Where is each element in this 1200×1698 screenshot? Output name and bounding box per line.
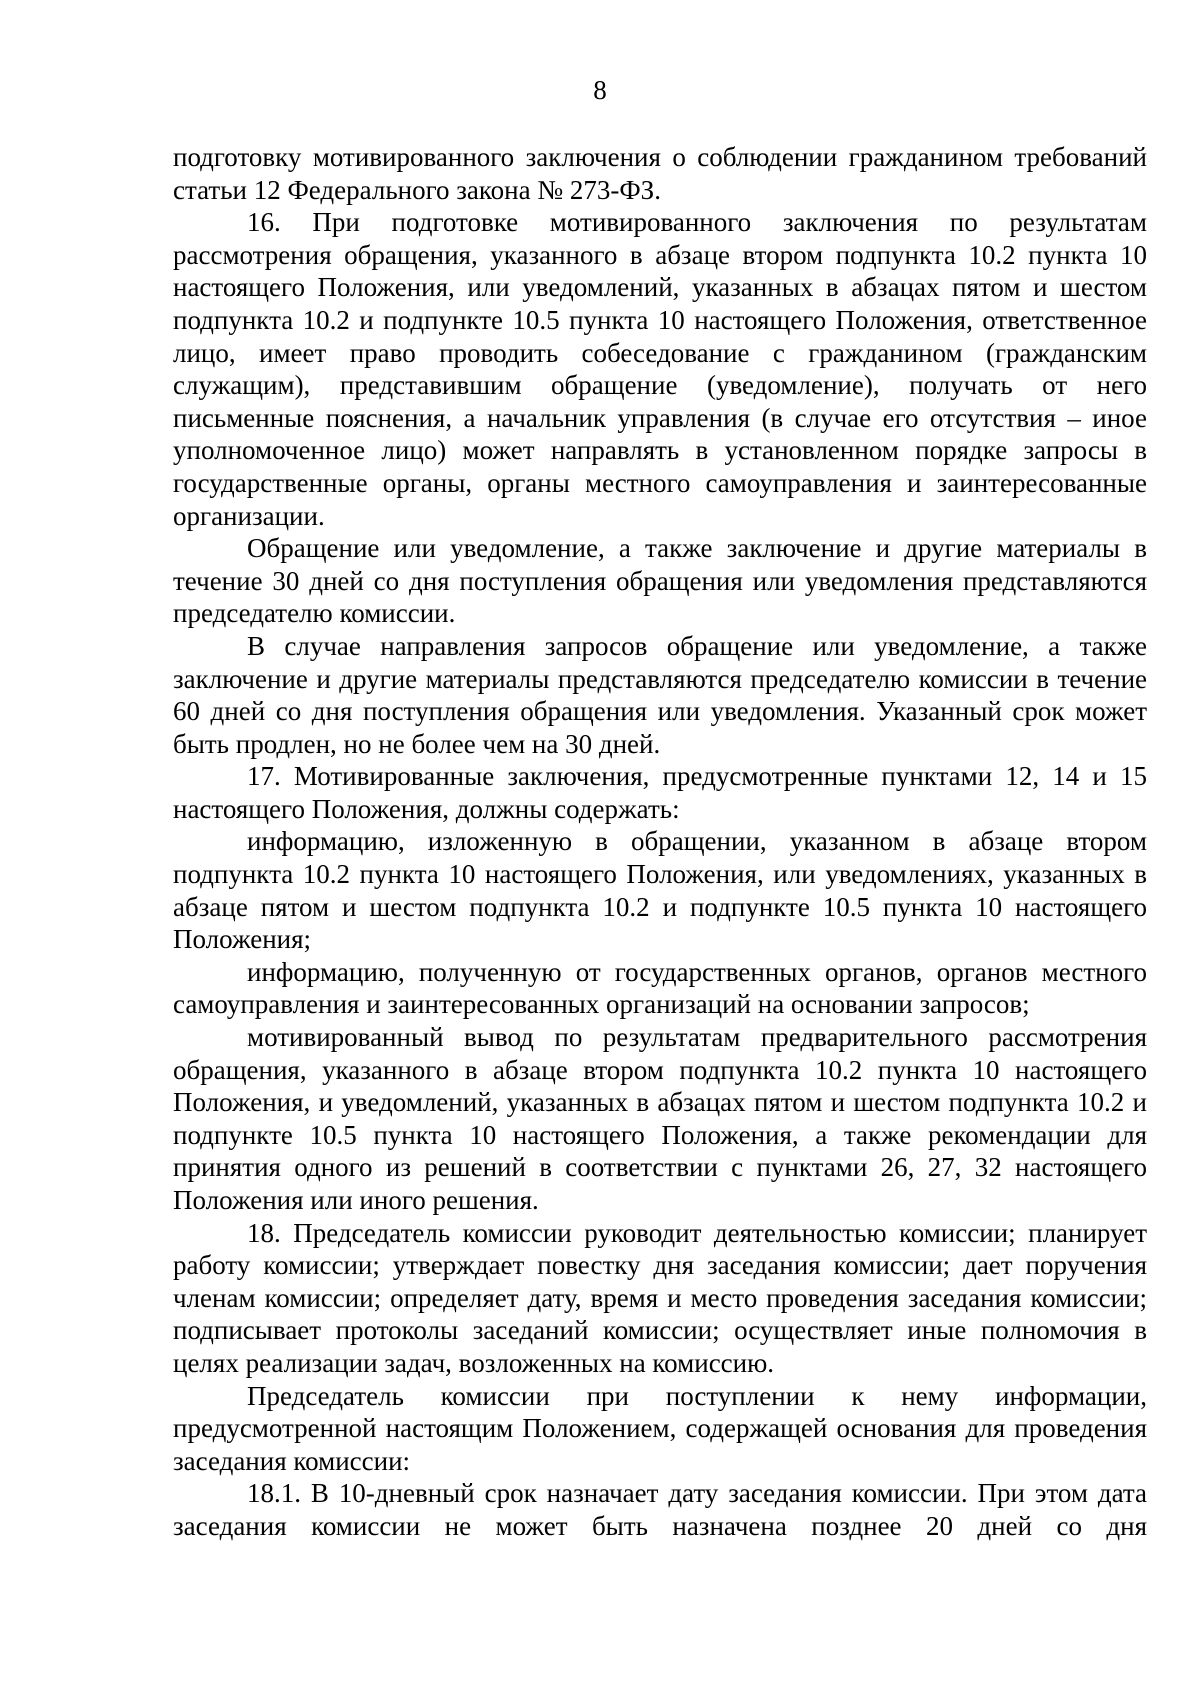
paragraph-16-appeal-terms: Обращение или уведомление, а также заключение и другие материалы в течение 30 дней со дня поступления обращения или уведомления представляются председателю комиссии.	[173, 533, 1147, 629]
paragraph-continuation: подготовку мотивированного заключения о соблюдении гражданином требований статьи 12 Федерального закона № 273-ФЗ.	[173, 142, 1147, 205]
document-body	[173, 141, 1147, 1543]
paragraph-18-1: 18.1. В 10-дневный срок назначает дату заседания комиссии. При этом дата заседания комиссии не может быть назначена позднее 20 дней со дня	[173, 1478, 1147, 1541]
paragraph-17-item-2: информацию, полученную от государственных органов, органов местного самоуправления и заинтересованных организаций на основании запросов;	[173, 956, 1147, 1020]
paragraph-16-request-terms: В случае направления запросов обращение или уведомление, а также заключение и другие материалы представляются председателю комиссии в течение 60 дней со дня поступления обращения или уведомления. Указанный срок может быть продлен, но не более чем на 30 дней.	[173, 630, 1147, 759]
paragraph-17-item-1: информацию, изложенную в обращении, указанном в абзаце втором подпункта 10.2 пункта 10 настоящего Положения, или уведомлениях, указанных в абзаце пятом и шестом подпункта 10.2 и подпункте 10.5 пункта 10 настоящего Положения;	[173, 826, 1147, 955]
paragraph-17: 17. Мотивированные заключения, предусмотренные пунктами 12, 14 и 15 настоящего Положения, должны содержать:	[173, 761, 1147, 824]
paragraph-17-item-3: мотивированный вывод по результатам предварительного рассмотрения обращения, указанного в абзаце втором подпункта 10.2 пункта 10 настоящего Положения, и уведомлений, указанных в абзацах пятом и шестом подпункта 10.2 и подпункте 10.5 пункта 10 настоящего Положения, а также рекомендации для принятия одного из решений в соответствии с пунктами 26, 27, 32 настоящего Положения или иного решения.	[173, 1022, 1147, 1215]
paragraph-18: 18. Председатель комиссии руководит деятельностью комиссии; планирует работу комиссии; утверждает повестку дня заседания комиссии; дает поручения членам комиссии; определяет дату, время и место проведения заседания комиссии; подписывает протоколы заседаний комиссии; осуществляет иные полномочия в целях реализации задач, возложенных на комиссию.	[173, 1217, 1147, 1378]
page-number: 8	[593, 75, 607, 105]
paragraph-16: 16. При подготовке мотивированного заключения по результатам рассмотрения обращения, указанного в абзаце втором подпункта 10.2 пункта 10 настоящего Положения, или уведомлений, указанных в абзацах пятом и шестом подпункта 10.2 и подпункте 10.5 пункта 10 настоящего Положения, ответственное лицо, имеет право проводить собеседование с гражданином (гражданским служащим), представившим обращение (уведомление), получать от него письменные пояснения, а начальник управления (в случае его отсутствия – иное уполномоченное лицо) может направлять в установленном порядке запросы в государственные органы, органы местного самоуправления и заинтересованные организации.	[173, 207, 1147, 531]
paragraph-18-chairman: Председатель комиссии при поступлении к нему информации, предусмотренной настоящим Положением, содержащей основания для проведения заседания комиссии:	[173, 1380, 1147, 1476]
